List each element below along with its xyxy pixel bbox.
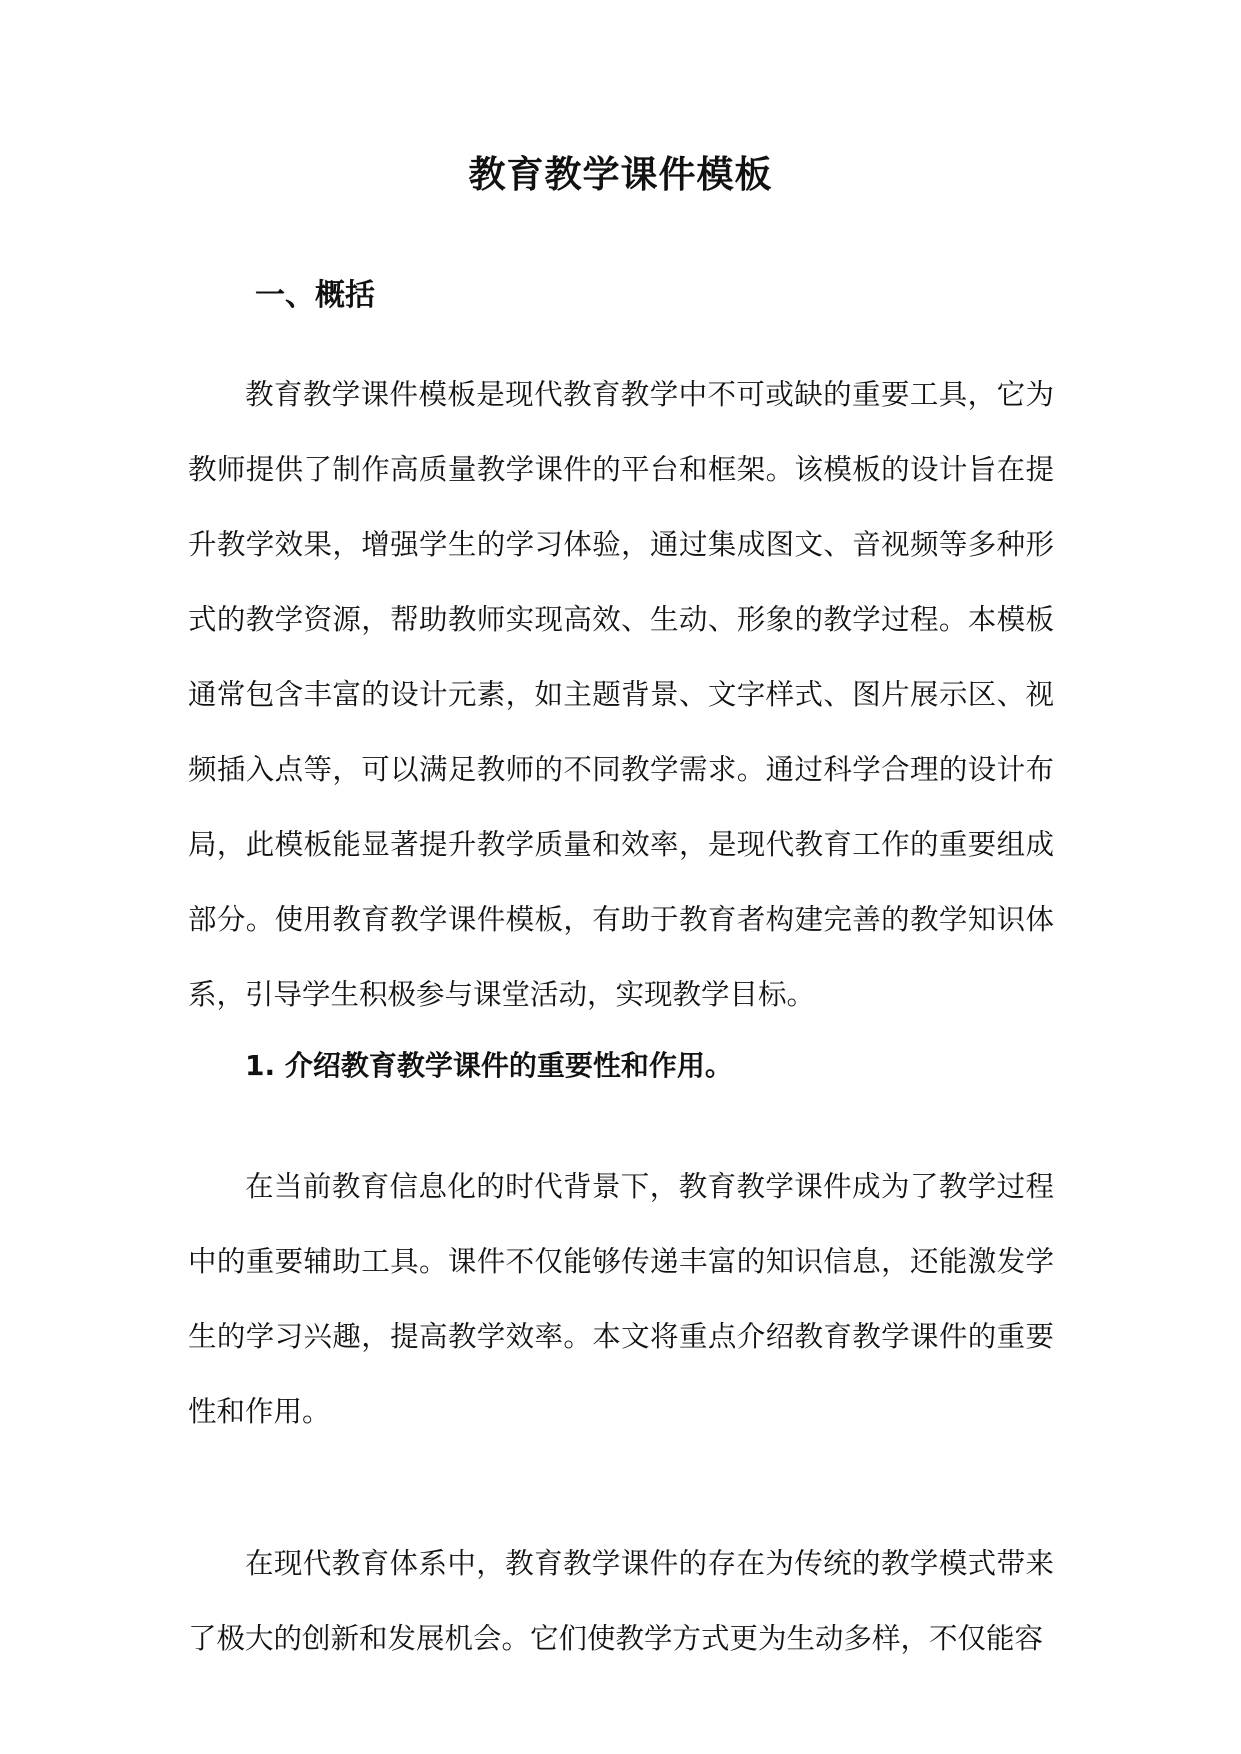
importance-paragraph-1: 在当前教育信息化的时代背景下，教育教学课件成为了教学过程中的重要辅助工具。课件不仅能够传递丰富的知识信息，还能激发学生的学习兴趣，提高教学效率。本文将重点介绍教育教学课件的重要性和作用。 — [188, 1170, 1054, 1428]
document-title: 教育教学课件模板 — [468, 153, 773, 196]
importance-paragraph-2: 在现代教育体系中，教育教学课件的存在为传统的教学模式带来了极大的创新和发展机会。它们使教学方式更为生动多样，不仅能容 — [188, 1547, 1054, 1655]
subsection-heading-importance: 1. 介绍教育教学课件的重要性和作用。 — [245, 1049, 733, 1082]
overview-paragraph: 教育教学课件模板是现代教育教学中不可或缺的重要工具，它为教师提供了制作高质量教学课件的平台和框架。该模板的设计旨在提升教学效果，增强学生的学习体验，通过集成图文、音视频等多种形式的教学资源，帮助教师实现高效、生动、形象的教学过程。本模板通常包含丰富的设计元素，如主题背景、文字样式、图片展示区、视频插入点等，可以满足教师的不同教学需求。通过科学合理的设计布局，此模板能显著提升教学质量和效率，是现代教育工作的重要组成部分。使用教育教学课件模板，有助于教育者构建完善的教学知识体系，引导学生积极参与课堂活动，实现教学目标。 — [188, 378, 1054, 1011]
section-heading-overview: 一、概括 — [255, 278, 375, 313]
